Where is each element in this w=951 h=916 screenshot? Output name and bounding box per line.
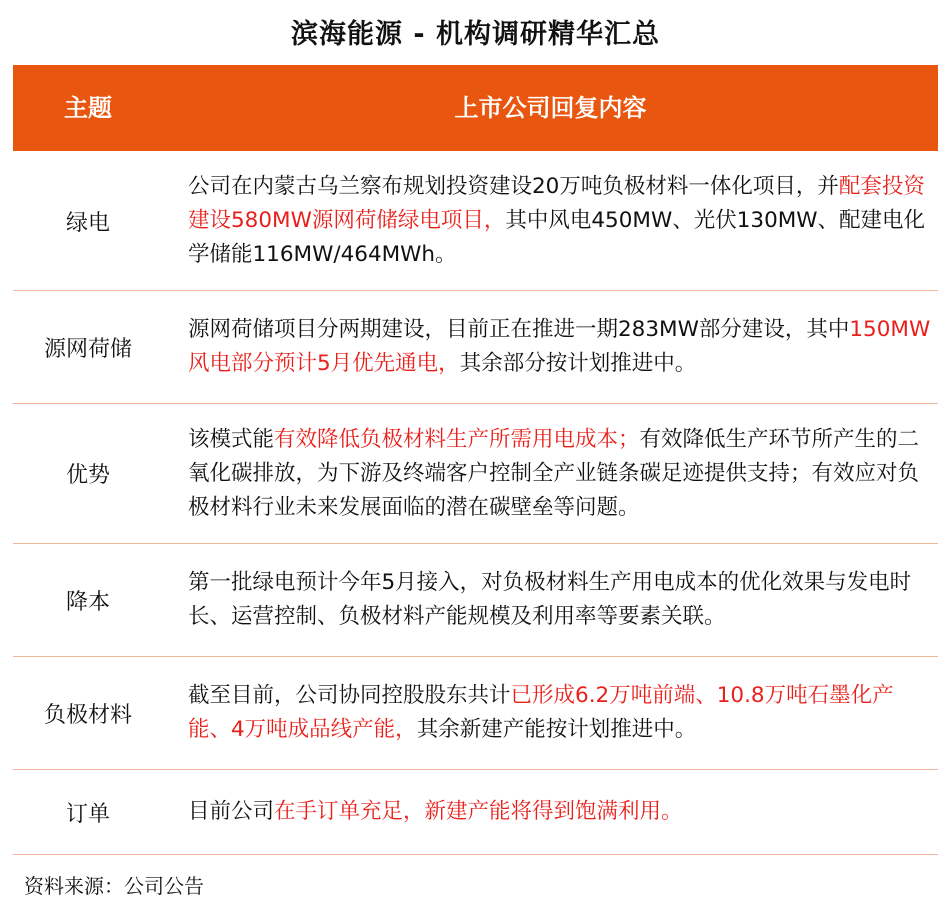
- row-topic: 负极材料: [43, 702, 132, 728]
- content-text: 源网荷储项目分两期建设，目前正在推进一期283MW部分建设，其中: [188, 317, 850, 342]
- highlight-text: 配套投资建设580MW源网荷储绿电项目，: [188, 174, 925, 233]
- highlight-text: 已形成6.2万吨前端、10.8万吨石墨化产能、4万吨成品线产能，: [188, 683, 894, 742]
- table-row: [13, 657, 938, 770]
- table-row: [13, 770, 938, 855]
- content-text: 目前公司: [188, 799, 275, 824]
- page-title: 滨海能源 - 机构调研精华汇总: [290, 19, 660, 50]
- content-text: 其中风电450MW、光伏130MW、配建电化学储能116MW/464MWh。: [188, 208, 926, 267]
- table-row: [13, 152, 938, 291]
- table-header: [13, 65, 938, 151]
- row-topic: 订单: [65, 801, 110, 827]
- content-text: 该模式能: [188, 426, 275, 452]
- header-topic: 主题: [64, 94, 112, 122]
- row-content: [188, 404, 936, 543]
- content-text: 截至目前，公司协同控股股东共计: [188, 683, 511, 708]
- header-content: 上市公司回复内容: [454, 94, 647, 122]
- row-topic: 绿电: [65, 210, 110, 236]
- row-content: [188, 544, 936, 656]
- row-topic: 优势: [65, 463, 110, 488]
- highlight-text: 有效降低负极材料生产所需用电成本；: [274, 426, 640, 452]
- row-content: [188, 152, 936, 290]
- row-topic: 降本: [65, 589, 110, 615]
- table-row: [13, 291, 938, 404]
- row-content: [188, 291, 936, 403]
- content-text: 其余部分按计划推进中。: [459, 351, 697, 376]
- source-note: 资料来源：公司公告: [24, 874, 204, 898]
- content-text: 有效降低生产环节所产生的二氧化碳排放，为下游及终端客户控制全产业链条碳足迹提供支持；有效应对负极材料行业未来发展面临的潜在碳壁垒等问题。: [188, 426, 920, 520]
- table-row: [13, 404, 938, 544]
- content-text: 第一批绿电预计今年5月接入，对负极材料生产用电成本的优化效果与发电时长、运营控制、负极材料产能规模及利用率等要素关联。: [188, 570, 912, 629]
- content-text: 公司在内蒙古乌兰察布规划投资建设20万吨负极材料一体化项目，并: [188, 174, 839, 199]
- row-content: [188, 657, 936, 769]
- table-row: [13, 544, 938, 657]
- highlight-text: 150MW风电部分预计5月优先通电，: [188, 317, 931, 376]
- row-topic: 源网荷储: [43, 336, 132, 362]
- row-content: [188, 770, 936, 854]
- content-text: 其余新建产能按计划推进中。: [416, 717, 697, 742]
- highlight-text: 在手订单充足，新建产能将得到饱满利用。: [274, 799, 683, 824]
